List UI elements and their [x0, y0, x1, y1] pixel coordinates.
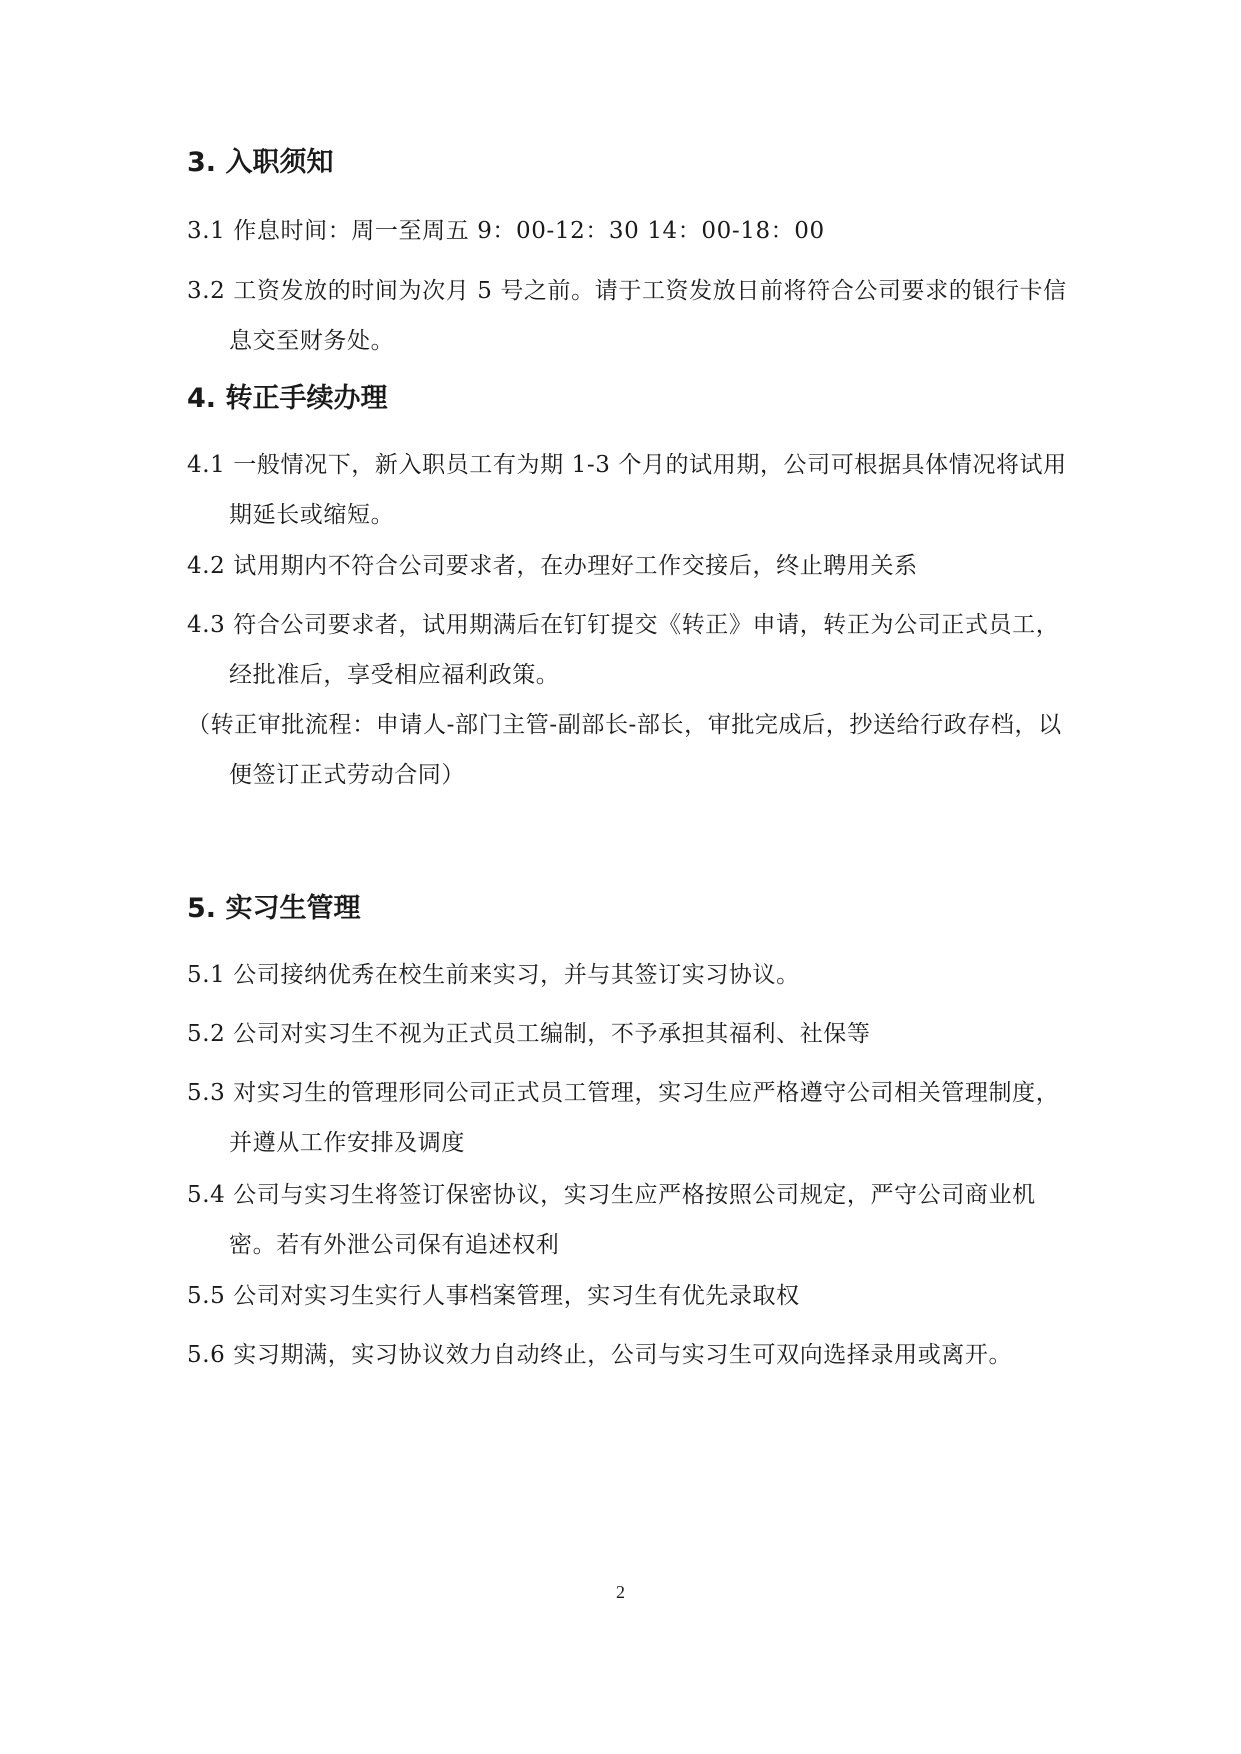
page-number: 2 [616, 1582, 625, 1602]
section-3-heading: 3. 入职须知 [187, 147, 334, 178]
section-4-item-1: 4.1 一般情况下，新入职员工有为期 1-3 个月的试用期，公司可根据具体情况将试用期延长或缩短。 [187, 452, 1067, 528]
section-4-approval-note: （转正审批流程：申请人-部门主管-副部长-部长，审批完成后，抄送给行政存档，以便签订正式劳动合同） [187, 712, 1062, 788]
section-5-item-6: 5.6 实习期满，实习协议效力自动终止，公司与实习生可双向选择录用或离开。 [187, 1342, 1013, 1368]
section-3-item-2: 3.2 工资发放的时间为次月 5 号之前。请于工资发放日前将符合公司要求的银行卡信息交至财务处。 [187, 278, 1067, 354]
section-5-item-1: 5.1 公司接纳优秀在校生前来实习，并与其签订实习协议。 [187, 962, 800, 988]
section-5-item-4: 5.4 公司与实习生将签订保密协议，实习生应严格按照公司规定，严守公司商业机密。若有外泄公司保有追述权利 [187, 1182, 1036, 1258]
section-4-item-3: 4.3 符合公司要求者，试用期满后在钉钉提交《转正》申请，转正为公司正式员工，经批准后，享受相应福利政策。 [187, 612, 1060, 688]
section-5-item-5: 5.5 公司对实习生实行人事档案管理，实习生有优先录取权 [187, 1283, 800, 1309]
section-5-item-2: 5.2 公司对实习生不视为正式员工编制，不予承担其福利、社保等 [187, 1021, 871, 1047]
section-3-item-1: 3.1 作息时间：周一至周五 9：00-12：30 14：00-18：00 [187, 218, 825, 244]
section-5-item-3: 5.3 对实习生的管理形同公司正式员工管理，实习生应严格遵守公司相关管理制度，并遵从工作安排及调度 [187, 1080, 1060, 1156]
section-4-item-2: 4.2 试用期内不符合公司要求者，在办理好工作交接后，终止聘用关系 [187, 553, 918, 579]
section-5-heading: 5. 实习生管理 [187, 893, 361, 924]
section-4-heading: 4. 转正手续办理 [187, 383, 388, 414]
